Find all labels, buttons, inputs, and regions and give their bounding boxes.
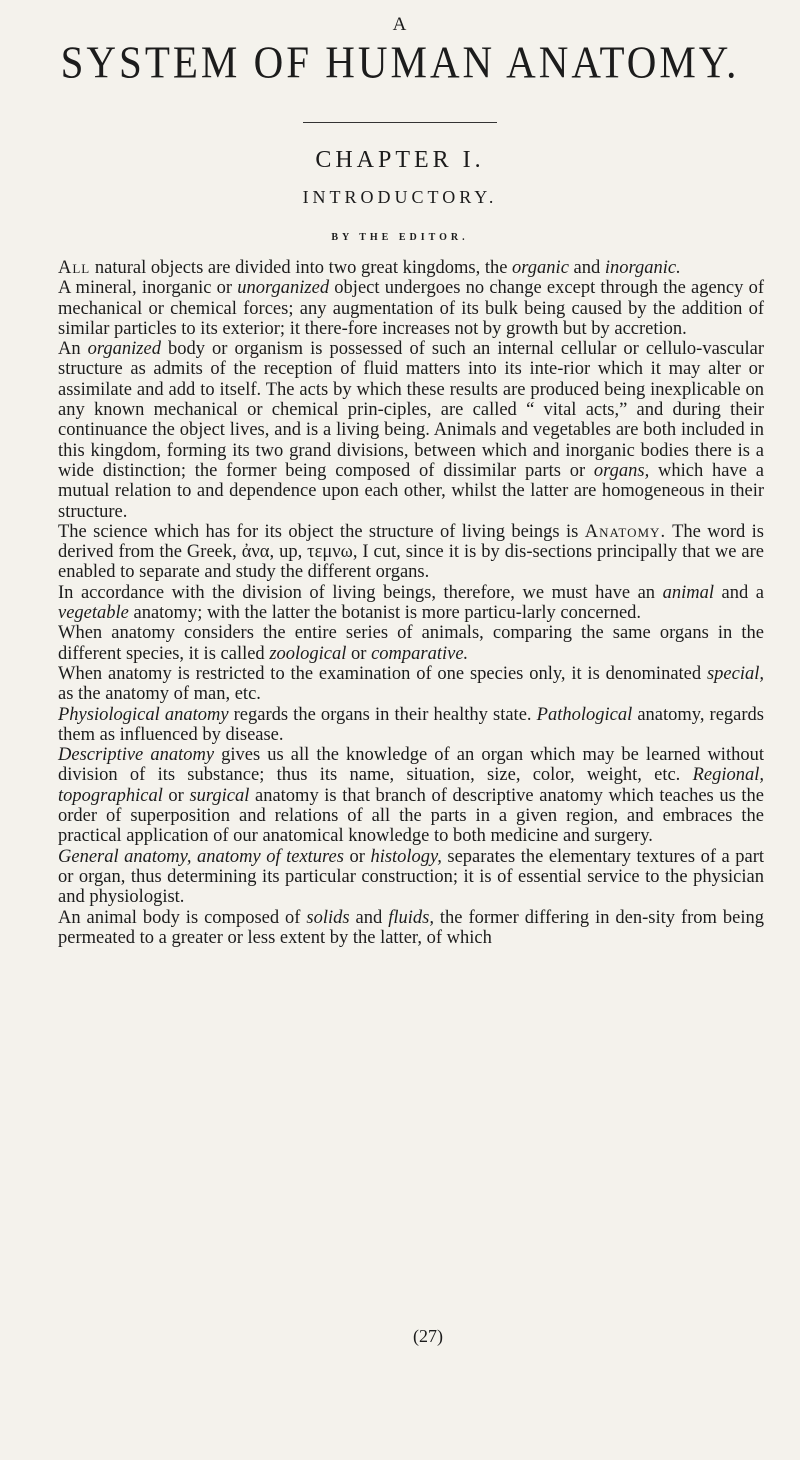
text-run: and [568,258,605,278]
text-run: When anatomy considers the entire series of animals, comparing the same organs in the different species, it is called [58,623,764,664]
body-text [58,258,764,948]
text-run: as the anatomy of man, etc. [58,684,261,705]
text-run: inorganic. [604,258,681,278]
text-run: zoological [269,643,347,664]
text-run: anatomy is that branch of descriptive anatomy which teaches us the order of superposition and relations of all the parts in a given region, and embraces the practical application of our anatomical knowledge to both medicine and surgery. [58,785,764,847]
text-run: General anatomy, anatomy of textures [58,846,344,867]
text-run: comparative. [371,643,469,664]
paragraph [58,847,764,908]
paragraph [58,258,764,278]
paragraph [58,664,764,705]
text-run: separates the elementary textures of a part or organ, thus determining its particular construction; it is of essential service to the physician and physiologist. [58,846,764,908]
text-run: and [349,907,389,928]
paragraph [58,583,764,624]
text-run: unorganized [237,278,330,299]
text-run: or [343,846,371,867]
page-number: (27) [413,1326,443,1346]
text-run: or [346,643,372,664]
text-run: special, [706,663,764,684]
text-run: which have a mutual relation to and dependence upon each other, whilst the latter are homogeneous in their structure. [58,460,764,522]
paragraph [58,623,764,664]
byline: BY THE EDITOR. [331,232,469,243]
text-run: Anatomy. [584,521,667,542]
text-run: natural objects are divided into two great kingdoms, the [90,258,513,278]
text-run: anatomy, regards them as influenced by disease. [58,704,764,745]
paragraph [58,278,764,339]
chapter-heading: CHAPTER I. [315,147,485,173]
text-run: An [58,339,88,360]
text-run: surgical [189,785,250,806]
text-run: A mineral, inorganic or [58,278,238,299]
text-run: object undergoes no change except through the agency of mechanical or chemical forces; any augmentation of its bulk being caused by the addition of similar particles to its exterior; it there-fore increases not by growth but by accretion. [58,278,765,339]
section-heading: INTRODUCTORY. [302,187,498,207]
paragraph [58,339,764,522]
text-run: In accordance with the division of living beings, therefore, we must have an [58,582,663,603]
text-run: Descriptive anatomy [58,745,215,766]
text-run: or [162,785,190,806]
text-run: regards the organs in their healthy state. [228,704,537,725]
text-run: When anatomy is restricted to the examination of one species only, it is denominated [58,663,707,684]
text-run: The word is derived from the Greek, ἀνα, up, τεμνω, I cut, since it is by dis-sections principally that we are enabled to separate and study the different organs. [58,521,764,583]
text-run: organs, [593,460,650,481]
book-title: SYSTEM OF HUMAN ANATOMY. [60,36,740,88]
title-article: A [392,14,408,35]
paragraph [58,745,764,846]
text-run: organic [512,258,569,278]
text-run: The science which has for its object the structure of living beings is [58,521,585,542]
title-rule [303,122,497,123]
text-run: All [58,258,91,278]
text-run: body or organism is possessed of such an internal cellular or cellulo-vascular structure as admits of the reception of fluid matters into its inte-rior which it may alter or assimilate and add to itself. The acts by which these results are produced being inexplicable on any known mechanical or chemical prin-ciples, are called “ vital acts,” and during their continuance the object lives, and is a living being. Animals and vegetables are both included in this kingdom, forming its two grand divisions, between which and inorganic bodies there is a wide distinction; the former being composed of dissimilar parts or [58,339,764,481]
text-run: and a [713,582,764,603]
paragraph [58,522,764,583]
text-run: vegetable [58,603,129,624]
text-run: anatomy; with the latter the botanist is more particu-larly concerned. [128,603,642,624]
text-run: animal [662,582,714,603]
text-run: Physiological anatomy [58,704,229,725]
text-run: organized [87,339,161,360]
text-run: Pathological [536,704,633,725]
text-run: fluids, [388,907,434,928]
text-run: An animal body is composed of [58,907,307,928]
text-run: the former differing in den-sity from being permeated to a greater or less extent by the latter, of which [58,907,764,948]
text-run: histology, [370,846,442,867]
paragraph [58,705,764,746]
text-run: Regional, topographical [58,765,764,806]
paragraph [58,908,764,949]
text-run: solids [306,907,350,928]
text-run: gives us all the knowledge of an organ which may be learned without division of its substance; thus its name, situation, size, color, weight, etc. [58,745,764,786]
